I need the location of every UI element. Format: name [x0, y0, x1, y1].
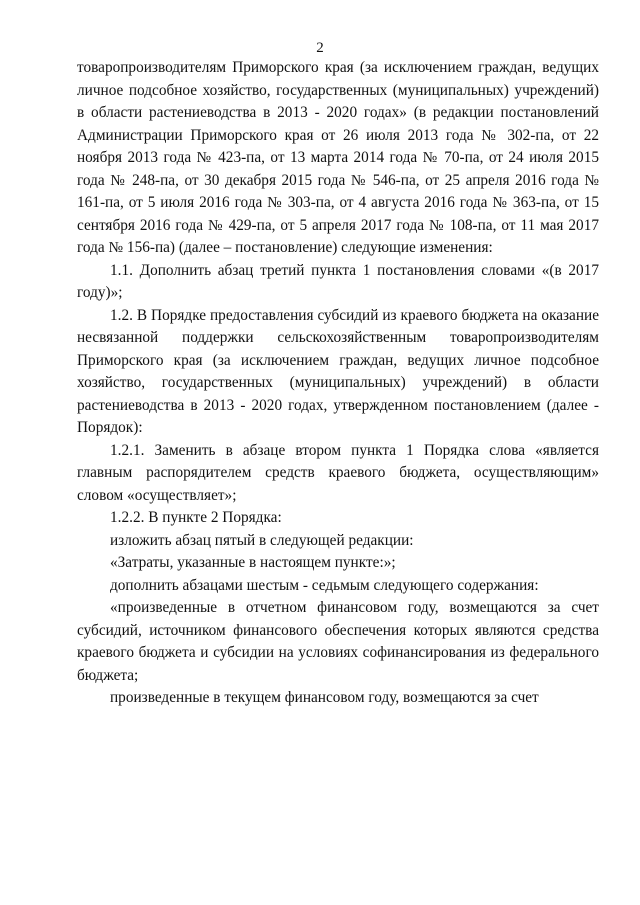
paragraph-amend-fifth: изложить абзац пятый в следующей редакции: — [110, 531, 414, 549]
paragraph-reporting-year: «произведенные в отчетном финансовом году, возмещаются за счет субсидий, источником финансового обеспечения которых являются средства краевого бюджета и субсидии на условиях софинансирования из федерального бюджета; — [77, 599, 599, 684]
paragraph-current-year: произведенные в текущем финансовом году, возмещаются за счет — [110, 689, 539, 706]
paragraph-intro-continuation: товаропроизводителям Приморского края (за исключением граждан, ведущих личное подсобное хозяйство, государственных (муниципальных) учреждений) в области растениеводства в 2013 - 2020 годах» (в редакции постановлений Администрации Приморского края от 26 июля 2013 года № 302-па, от 22 ноября 2013 года № 423-па, от 13 марта 2014 года № 70-па, от 24 июля 2015 года № 248-па, от 30 декабря 2015 года № 546-па, от 25 апреля 2016 года № 161-па, от 5 июля 2016 года № 303-па, от 4 августа 2016 года № 363-па, от 15 сентября 2016 года № 429-па, от 5 апреля 2017 года № 108-па, от 11 мая 2017 года № 156-па) (далее – постановление) следующие изменения: — [77, 59, 599, 256]
paragraph-item-1-2-1: 1.2.1. Заменить в абзаце втором пункта 1 Порядка слова «является главным распорядителем средств краевого бюджета, осуществляющим» словом «осуществляет»; — [77, 441, 599, 504]
paragraph-item-1-1: 1.1. Дополнить абзац третий пункта 1 постановления словами «(в 2017 году)»; — [77, 261, 599, 301]
paragraph-item-1-2: 1.2. В Порядке предоставления субсидий из краевого бюджета на оказание несвязанной поддержки сельскохозяйственным товаропроизводителям Приморского края (за исключением граждан, ведущих личное подсобное хозяйство, государственных (муниципальных) учреждений) в области растениеводства в 2013 - 2020 годах, утвержденном постановлением (далее - Порядок): — [77, 306, 599, 436]
document-body — [77, 57, 599, 710]
paragraph-item-1-2-2: 1.2.2. В пункте 2 Порядка: — [110, 509, 282, 526]
paragraph-add-sixth-seventh: дополнить абзацами шестым - седьмым следующего содержания: — [110, 576, 539, 594]
page-number: 2 — [316, 40, 324, 56]
paragraph-quote-costs: «Затраты, указанные в настоящем пункте:»; — [110, 554, 396, 571]
